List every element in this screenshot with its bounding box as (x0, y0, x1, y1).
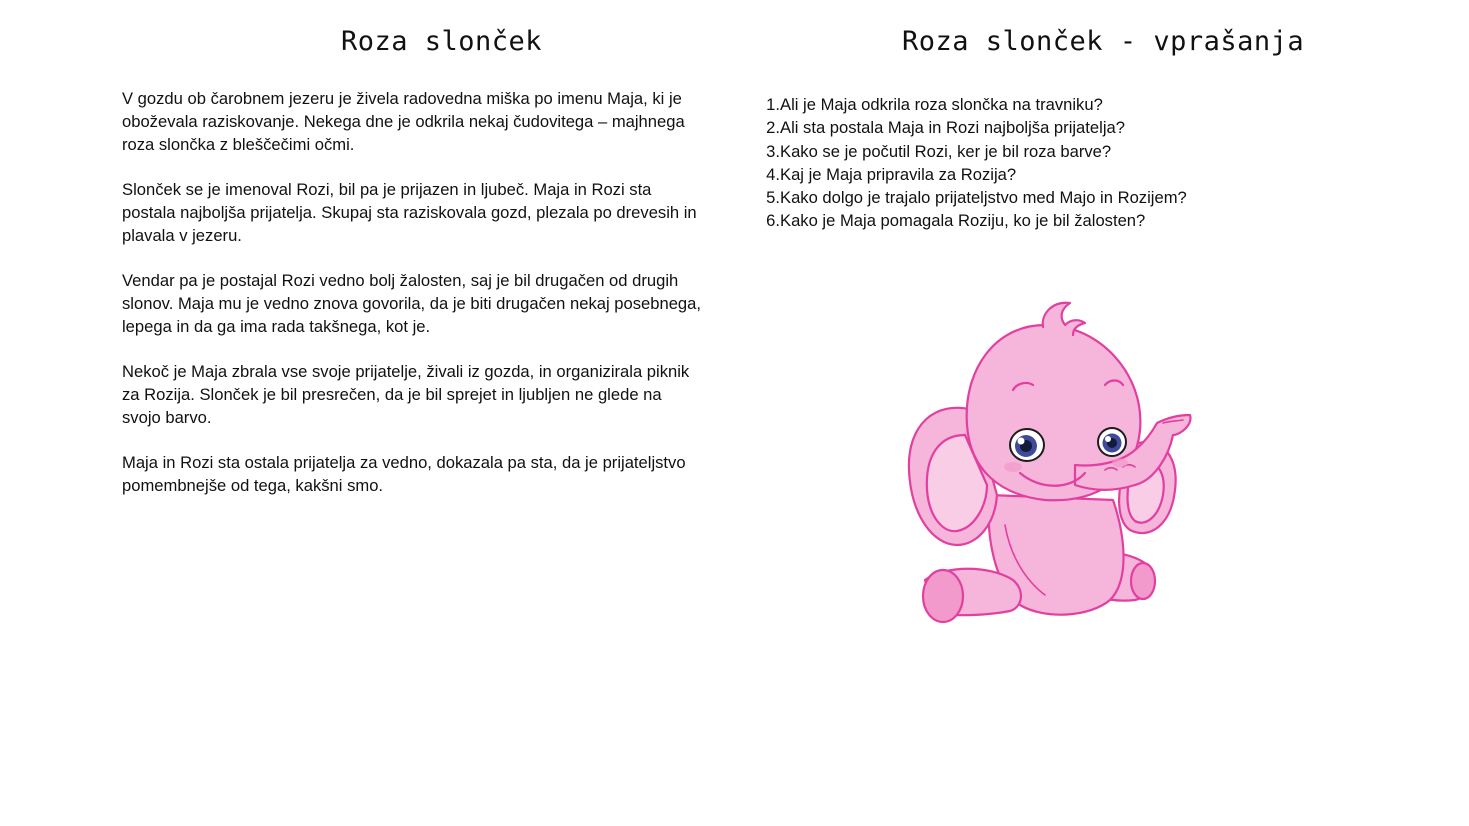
story-paragraph: Slonček se je imenoval Rozi, bil pa je prijazen in ljubeč. Maja in Rozi sta postala najboljša prijatelja. Skupaj sta raziskovala gozd, plezala po drevesih in plavala v jezeru. (122, 179, 697, 245)
questions-list (760, 93, 1320, 233)
question-item (760, 140, 1320, 163)
story-paragraph: Vendar pa je postajal Rozi vedno bolj žalosten, saj je bil drugačen od drugih slonov. Maja mu je vedno znova govorila, da je biti drugačen nekaj posebnega, lepega in da ga ima rada takšnega, kot je. (122, 270, 701, 336)
question-number: 6. (766, 211, 780, 231)
questions-title: Roza slonček - vprašanja (902, 26, 1305, 57)
question-text: Ali sta postala Maja in Rozi najboljša prijatelja? (780, 118, 1125, 138)
question-text: Ali je Maja odkrila roza slončka na travniku? (780, 95, 1103, 114)
story-title: Roza slonček (341, 26, 543, 57)
story-paragraph: Maja in Rozi sta ostala prijatelja za vedno, dokazala pa sta, da je prijateljstvo pomembnejše od tega, kakšni smo. (122, 452, 686, 495)
question-item (760, 209, 1320, 232)
question-item (760, 116, 1320, 139)
question-text: Kako dolgo je trajalo prijateljstvo med Majo in Rozijem? (780, 188, 1187, 208)
pink-elephant-icon (895, 295, 1205, 630)
story-text (122, 88, 702, 520)
question-number: 5. (766, 188, 780, 208)
question-number: 3. (766, 141, 780, 161)
question-text: Kaj je Maja pripravila za Rozija? (780, 164, 1017, 184)
question-text: Kako je Maja pomagala Roziju, ko je bil žalosten? (780, 211, 1146, 231)
question-item (760, 93, 1320, 116)
question-item (760, 186, 1320, 209)
question-item (760, 163, 1320, 186)
question-number: 1. (766, 95, 780, 114)
question-text: Kako se je počutil Rozi, ker je bil roza barve? (780, 141, 1112, 161)
story-paragraph: Nekoč je Maja zbrala vse svoje prijatelje, živali iz gozda, in organizirala piknik za Rozija. Slonček je bil presrečen, da je bil sprejet in ljubljen ne glede na svojo barvo. (122, 361, 690, 427)
question-number: 2. (766, 118, 780, 138)
question-number: 4. (766, 164, 780, 184)
story-paragraph: V gozdu ob čarobnem jezeru je živela radovedna miška po imenu Maja, ki je oboževala raziskovanje. Nekega dne je odkrila nekaj čudovitega – majhnega roza slončka z bleščečimi očmi. (122, 89, 685, 154)
